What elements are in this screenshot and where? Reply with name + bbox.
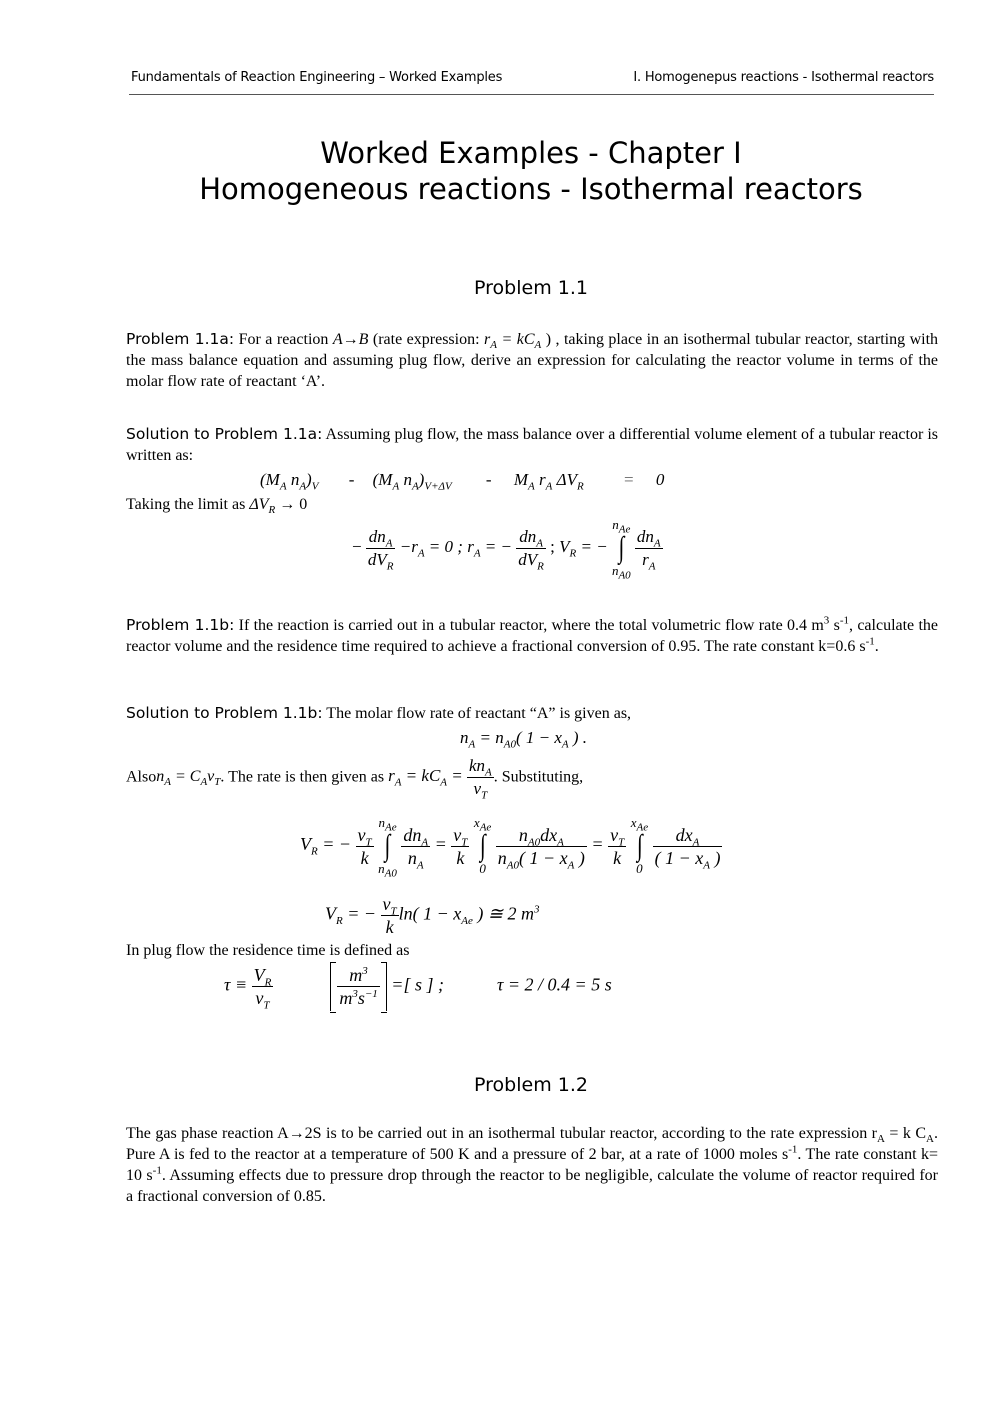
term: = − [317, 834, 352, 855]
denominator: k [613, 847, 622, 868]
subscript: A [557, 836, 564, 849]
text: Assuming plug flow, the mass balance over a differential volume element of a tubular reactor is written as: [126, 426, 938, 464]
subscript: A [567, 859, 575, 872]
integral-sign: ∫ [618, 531, 625, 564]
superscript: -1 [788, 1143, 798, 1156]
denominator: k [360, 847, 369, 868]
subscript: A0 [527, 836, 541, 849]
reaction: A→B [332, 331, 369, 348]
subscript: A [279, 480, 287, 493]
superscript: 3 [533, 903, 540, 916]
integral-sign: ∫ [479, 829, 486, 862]
subscript: A [536, 536, 543, 549]
subscript: Ae [461, 915, 473, 928]
fraction [653, 824, 723, 872]
subscript: A0 [618, 569, 631, 582]
term: = [586, 834, 609, 855]
text: The gas phase reaction A→2S is to be carried out in an isothermal tubular reactor, according to the rate expression r [126, 1125, 877, 1142]
subscript: A [392, 480, 400, 493]
fraction [516, 526, 546, 571]
page-title-line1: Worked Examples - Chapter I [320, 136, 742, 170]
mass-balance-equation [260, 470, 665, 493]
subscript: R [336, 915, 343, 928]
subscript: A0 [503, 738, 516, 751]
numerator: dn [519, 526, 537, 546]
also-equation [156, 768, 221, 789]
term: r [534, 470, 546, 489]
subscript: A [534, 339, 542, 352]
subscript: A [692, 836, 700, 849]
arrow-zero: → 0 [279, 496, 308, 513]
term: = [447, 766, 463, 786]
rate-equation [388, 756, 494, 802]
subscript: A0 [384, 867, 397, 880]
numerator: v [610, 824, 619, 845]
solution-1-1a [126, 424, 938, 466]
term: n [399, 470, 412, 489]
subscript: R [268, 504, 276, 517]
term: (M [372, 470, 393, 489]
equals: = [623, 470, 634, 489]
text: s [833, 617, 840, 634]
term: M [513, 470, 529, 489]
term: = n [475, 728, 504, 747]
lower-limit: 0 [479, 861, 486, 876]
denominator: m [339, 988, 353, 1008]
fraction [496, 824, 587, 872]
also-line [126, 755, 938, 800]
subscript: Ae [384, 821, 397, 834]
term: = [391, 974, 404, 995]
denominator: k [385, 917, 394, 937]
upper-limit: x [473, 815, 480, 830]
text: If the reaction is carried out in a tubular reactor, where the total volumetric flow rate 0.4 m [238, 617, 824, 634]
term: τ ≡ [224, 974, 248, 995]
term: r [388, 766, 395, 786]
denominator: ( 1 − x [654, 847, 704, 868]
subscript: T [461, 836, 468, 849]
integral [631, 816, 648, 876]
text: , calculate the reactor volume and the residence time required to achieve a fractional conversion of 0.95. The rate constant k=0.6 s [126, 617, 939, 655]
subscript: A [200, 776, 208, 789]
rate-eq: = kC [496, 331, 535, 348]
term: = [430, 834, 452, 855]
integral [474, 816, 491, 876]
term: ( 1 − x [515, 728, 562, 747]
numerator: dx [675, 824, 693, 845]
term: n [156, 768, 165, 786]
lower-limit: n [378, 861, 385, 876]
subscript: R [386, 559, 394, 572]
term: ) [418, 470, 425, 489]
upper-limit: x [630, 815, 637, 830]
running-header-left: Fundamentals of Reaction Engineering – Worked Examples [131, 70, 503, 85]
text: . Substituting, [493, 768, 584, 786]
integral-sign: ∫ [384, 829, 391, 862]
subscript: A [421, 836, 429, 849]
term: v [207, 768, 215, 786]
residence-time-value: τ = 2 / 0.4 = 5 s [496, 974, 612, 995]
subscript: A [164, 776, 171, 789]
subscript: A [468, 738, 476, 751]
subscript: T [263, 999, 270, 1012]
limit-line [126, 494, 938, 515]
subscript: T [618, 836, 625, 849]
text: For a reaction [238, 331, 329, 348]
subscript: T [365, 836, 372, 849]
semicolon: ; [550, 536, 555, 556]
subscript: R [311, 845, 318, 858]
fraction [401, 824, 430, 872]
residence-time-equation [224, 962, 612, 1011]
term: V [300, 834, 311, 855]
numerator: dn [636, 526, 654, 546]
text: Also [126, 768, 157, 786]
subscript: A [473, 547, 481, 560]
problem-1-1a [126, 329, 938, 392]
subscript: Ae [618, 523, 631, 536]
fraction [366, 526, 396, 571]
subscript: A [528, 480, 535, 493]
term: n [460, 728, 469, 747]
text: Taking the limit as [126, 496, 246, 513]
subscript: A [490, 339, 497, 352]
fraction [635, 526, 663, 571]
fraction [608, 824, 626, 869]
subscript: A [485, 766, 492, 779]
denominator: k [456, 847, 465, 868]
reactor-volume-integral [300, 815, 722, 880]
subscript: A [385, 536, 393, 549]
term: ln( 1 − x [398, 903, 462, 924]
subscript: T [390, 905, 397, 918]
minus: − [352, 536, 362, 556]
subscript: R [537, 559, 544, 572]
subscript: T [214, 776, 221, 789]
text: (rate expression: [372, 331, 480, 348]
subscript: A [545, 480, 553, 493]
term: [ s ] ; [403, 974, 444, 995]
term: n [286, 470, 300, 489]
term: = C [170, 768, 201, 786]
denominator: ) [574, 847, 585, 868]
derivation-equation [352, 517, 663, 582]
header-divider [129, 94, 934, 95]
subscript: T [481, 789, 488, 802]
subscript: Ae [479, 821, 492, 834]
term: V [325, 903, 336, 924]
term: (M [260, 470, 280, 489]
subscript: A [417, 547, 425, 560]
numerator: dn [368, 526, 386, 546]
fraction [252, 964, 274, 1012]
subscript: A [561, 738, 569, 751]
solution-1-1b-label: Solution to Problem 1.1b: [126, 704, 323, 722]
fraction [381, 893, 399, 938]
subscript: V+ΔV [424, 480, 452, 493]
fraction [356, 824, 374, 869]
subscript: A [411, 480, 419, 493]
subscript: A [416, 859, 424, 872]
lower-limit: n [611, 563, 619, 578]
numerator: dn [403, 824, 422, 845]
running-header-right: I. Homogenepus reactions - Isothermal reactors [633, 70, 934, 85]
denominator: v [473, 779, 482, 798]
term: r [467, 536, 474, 556]
subscript: A [299, 480, 307, 493]
term: −r [399, 536, 418, 556]
subscript: R [264, 976, 272, 989]
denominator: n [497, 847, 507, 868]
numerator: n [518, 824, 528, 845]
page-title-line2: Homogeneous reactions - Isothermal reactors [199, 172, 863, 206]
superscript: -1 [839, 614, 850, 627]
numerator: m [349, 965, 363, 985]
subscript: A [926, 1133, 934, 1146]
minus: - [485, 470, 492, 489]
text: = k C [884, 1125, 927, 1142]
integral-sign: ∫ [636, 829, 643, 862]
term: V [559, 536, 570, 556]
upper-limit: n [612, 517, 619, 532]
denominator: ( 1 − x [519, 847, 568, 868]
term: = − [342, 903, 377, 924]
problem-1-1b-label: Problem 1.1b: [126, 616, 235, 634]
term: = kC [401, 766, 441, 786]
term: = − [480, 536, 512, 556]
numerator: v [357, 824, 366, 845]
subscript: Ae [636, 821, 649, 834]
denominator: v [255, 988, 264, 1008]
subscript: A [648, 559, 656, 572]
problem-1-1-heading: Problem 1.1 [474, 277, 588, 299]
subscript: A [877, 1133, 885, 1146]
superscript: -1 [152, 1164, 162, 1177]
superscript: 3 [352, 988, 358, 1000]
solution-1-1a-label: Solution to Problem 1.1a: [126, 425, 323, 443]
numerator: dx [540, 824, 558, 845]
reactor-volume-result [325, 893, 539, 938]
term: = − [576, 536, 608, 556]
integral [611, 517, 631, 582]
molar-flow-equation [460, 728, 588, 751]
fraction [451, 824, 469, 869]
subscript: A [653, 536, 661, 549]
problem-1-2-text [126, 1123, 938, 1207]
term: ) [306, 470, 312, 489]
units-bracket [330, 962, 386, 1011]
superscript: 3 [823, 614, 830, 627]
term: ) ≅ 2 m [472, 903, 534, 924]
minus: - [348, 470, 355, 489]
denominator: r [642, 549, 649, 569]
text: . Pure A is fed to the reactor at a temperature of 500 K and a pressure of 2 bar, at a rate of 1000 moles s [126, 1125, 938, 1163]
term: ) . [568, 728, 588, 747]
rate-symbol: r [484, 331, 491, 348]
text: . The rate is then given as [220, 768, 385, 786]
text: ) , taking place in an isothermal tubular reactor, starting with the mass balance equation and assuming plug flow, derive an expression for calculating the reactor volume in terms of the molar flow rate of reactant ‘A’. [126, 331, 939, 390]
upper-limit: n [378, 815, 385, 830]
denominator: ) [709, 847, 721, 868]
numerator: v [453, 824, 462, 845]
numerator: v [382, 894, 391, 914]
delta-v: ΔV [249, 496, 269, 513]
subscript: A0 [506, 859, 520, 872]
text: . [874, 638, 879, 655]
solution-1-1b [126, 703, 938, 724]
residence-time-text: In plug flow the residence time is defined as [126, 942, 410, 959]
subscript: R [569, 547, 577, 560]
superscript: 3 [362, 965, 368, 977]
fraction [337, 964, 379, 1009]
subscript: A [394, 776, 402, 789]
text: . Assuming effects due to pressure drop through the reactor to be negligible, calculate the volume of reactor required for a fractional conversion of 0.85. [126, 1167, 938, 1205]
denominator: dV [367, 549, 387, 569]
superscript: −1 [364, 988, 378, 1000]
denominator: n [407, 847, 417, 868]
subscript: V [311, 480, 319, 493]
numerator: V [253, 965, 265, 985]
lower-limit: 0 [636, 861, 643, 876]
problem-1-2-heading: Problem 1.2 [474, 1074, 588, 1096]
subscript: R [576, 480, 584, 493]
term: = 0 ; [424, 536, 463, 556]
text: . The rate constant k= 10 s [126, 1146, 939, 1184]
problem-1-1a-label: Problem 1.1a: [126, 330, 235, 348]
numerator: kn [469, 756, 486, 775]
subscript: A [703, 859, 710, 872]
fraction [467, 755, 494, 800]
superscript: -1 [865, 635, 875, 648]
problem-1-1b [126, 615, 938, 657]
denominator: s [357, 988, 365, 1008]
text: The molar flow rate of reactant “A” is given as, [326, 705, 632, 722]
denominator: dV [518, 549, 538, 569]
integral [378, 815, 397, 880]
zero: 0 [655, 470, 665, 489]
term: ΔV [552, 470, 577, 489]
subscript: A [440, 776, 448, 789]
